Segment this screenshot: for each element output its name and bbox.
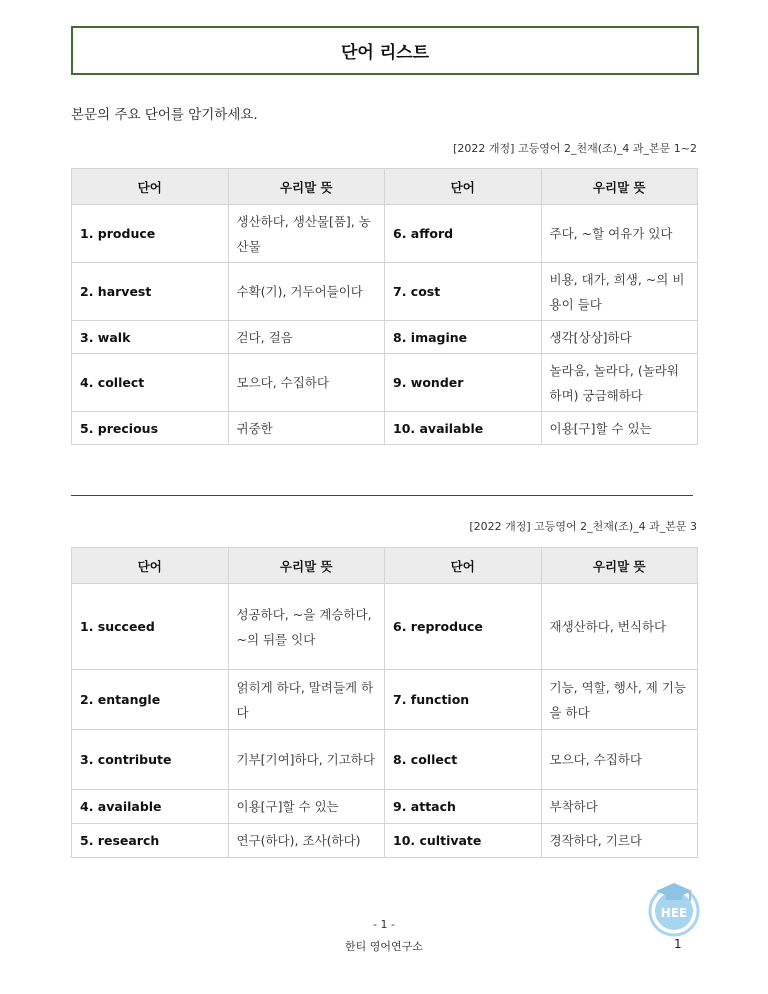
meaning-cell: 모으다, 수집하다 — [541, 730, 698, 790]
section1-source: [2022 개정] 고등영어 2_천재(조)_4 과_본문 1~2 — [453, 142, 697, 155]
meaning-cell: 생산하다, 생산물[품], 농산물 — [228, 205, 385, 263]
table-row — [72, 205, 698, 263]
table-row — [72, 321, 698, 354]
word-cell: 10. cultivate — [385, 824, 542, 858]
header-meaning: 우리말 뜻 — [541, 169, 698, 205]
vocab-table-1 — [71, 168, 698, 445]
header-meaning: 우리말 뜻 — [541, 548, 698, 584]
meaning-cell: 성공하다, ~을 계승하다, ~의 뒤를 잇다 — [228, 584, 385, 670]
table-header-row — [72, 169, 698, 205]
word-cell: 9. attach — [385, 790, 542, 824]
word-cell: 3. contribute — [72, 730, 229, 790]
table-row — [72, 670, 698, 730]
header-word: 단어 — [72, 548, 229, 584]
meaning-cell: 부착하다 — [541, 790, 698, 824]
word-cell: 8. collect — [385, 730, 542, 790]
header-meaning: 우리말 뜻 — [228, 169, 385, 205]
table-row — [72, 730, 698, 790]
table-row — [72, 263, 698, 321]
meaning-cell: 귀중한 — [228, 412, 385, 445]
table-header-row — [72, 548, 698, 584]
instruction-text: 본문의 주요 단어를 암기하세요. — [71, 107, 258, 123]
word-cell: 5. precious — [72, 412, 229, 445]
word-cell: 8. imagine — [385, 321, 542, 354]
meaning-cell: 생각[상상]하다 — [541, 321, 698, 354]
word-cell: 10. available — [385, 412, 542, 445]
logo-text: HEE — [660, 906, 688, 920]
word-cell: 2. harvest — [72, 263, 229, 321]
word-cell: 1. succeed — [72, 584, 229, 670]
table-row — [72, 824, 698, 858]
organization-name: 한티 영어연구소 — [345, 940, 423, 953]
meaning-cell: 기능, 역할, 행사, 제 기능을 하다 — [541, 670, 698, 730]
table-row — [72, 354, 698, 412]
word-cell: 4. collect — [72, 354, 229, 412]
word-cell: 3. walk — [72, 321, 229, 354]
word-cell: 4. available — [72, 790, 229, 824]
graduation-cap-logo — [646, 877, 702, 939]
meaning-cell: 걷다, 걸음 — [228, 321, 385, 354]
header-word: 단어 — [385, 169, 542, 205]
meaning-cell: 재생산하다, 번식하다 — [541, 584, 698, 670]
table-row — [72, 412, 698, 445]
word-cell: 2. entangle — [72, 670, 229, 730]
meaning-cell: 주다, ~할 여유가 있다 — [541, 205, 698, 263]
meaning-cell: 경작하다, 기르다 — [541, 824, 698, 858]
header-meaning: 우리말 뜻 — [228, 548, 385, 584]
word-cell: 6. reproduce — [385, 584, 542, 670]
vocab-table-2 — [71, 547, 698, 858]
meaning-cell: 놀라움, 놀라다, (놀라워하며) 궁금해하다 — [541, 354, 698, 412]
meaning-cell: 연구(하다), 조사(하다) — [228, 824, 385, 858]
word-cell: 5. research — [72, 824, 229, 858]
header-word: 단어 — [72, 169, 229, 205]
section-divider — [71, 495, 693, 496]
page-label: - 1 - — [373, 918, 395, 931]
word-cell: 7. function — [385, 670, 542, 730]
section2-source: [2022 개정] 고등영어 2_천재(조)_4 과_본문 3 — [469, 520, 697, 533]
table-row — [72, 584, 698, 670]
meaning-cell: 얽히게 하다, 말려들게 하다 — [228, 670, 385, 730]
word-cell: 1. produce — [72, 205, 229, 263]
meaning-cell: 수확(기), 거두어들이다 — [228, 263, 385, 321]
meaning-cell: 이용[구]할 수 있는 — [541, 412, 698, 445]
table-row — [72, 790, 698, 824]
word-cell: 7. cost — [385, 263, 542, 321]
word-cell: 6. afford — [385, 205, 542, 263]
page-number: 1 — [674, 937, 682, 951]
meaning-cell: 비용, 대가, 희생, ~의 비용이 들다 — [541, 263, 698, 321]
meaning-cell: 이용[구]할 수 있는 — [228, 790, 385, 824]
word-cell: 9. wonder — [385, 354, 542, 412]
meaning-cell: 모으다, 수집하다 — [228, 354, 385, 412]
header-word: 단어 — [385, 548, 542, 584]
meaning-cell: 기부[기여]하다, 기고하다 — [228, 730, 385, 790]
page-title: 단어 리스트 — [71, 26, 699, 75]
